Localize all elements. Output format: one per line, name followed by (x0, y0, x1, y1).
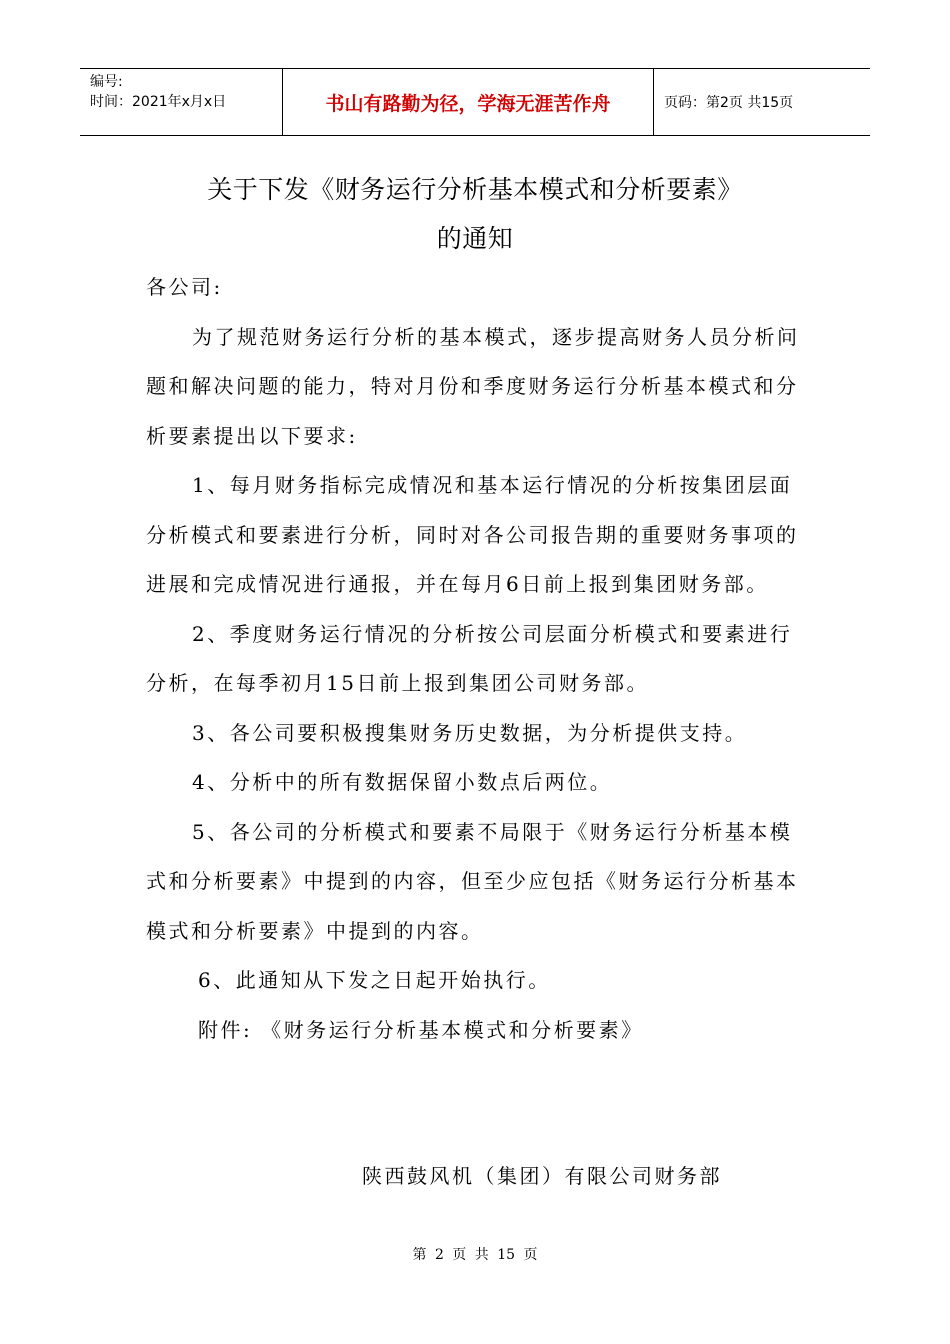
item-3: 3、各公司要积极搜集财务历史数据，为分析提供支持。 (192, 720, 748, 745)
page-footer: 第 2 页 共 15 页 (412, 1247, 538, 1263)
item-1: 1、每月财务指标完成情况和基本运行情况的分析按集团层面分析模式和要素进行分析，同时对各公司报告期的重要财务事项的进展和完成情况进行通报，并在每月6日前上报到集团财务部。 (146, 473, 799, 596)
motto: 书山有路勤为径，学海无涯苦作舟 (282, 69, 654, 135)
header-left (80, 69, 282, 135)
number-label: 编号: (90, 74, 123, 90)
item-5: 5、各公司的分析模式和要素不局限于《财务运行分析基本模式和分析要素》中提到的内容，但至少应包括《财务运行分析基本模式和分析要素》中提到的内容。 (146, 819, 799, 943)
item-4: 4、分析中的所有数据保留小数点后两位。 (192, 770, 613, 794)
page-header (80, 68, 870, 136)
document-body (146, 263, 806, 1055)
salutation: 各公司: (146, 275, 223, 299)
document-title-line1: 关于下发《财务运行分析基本模式和分析要素》 (207, 175, 743, 204)
item-2: 2、季度财务运行情况的分析按公司层面分析模式和要素进行分析，在每季初月15日前上报到集团公司财务部。 (146, 621, 793, 695)
intro-paragraph: 为了规范财务运行分析的基本模式，逐步提高财务人员分析问题和解决问题的能力，特对月份和季度财务运行分析基本模式和分析要素提出以下要求: (146, 324, 800, 448)
attachment: 附件: 《财务运行分析基本模式和分析要素》 (198, 1017, 644, 1042)
time-label: 时间：2021年x月x日 (90, 94, 227, 110)
item-6: 6、此通知从下发之日起开始执行。 (198, 968, 551, 992)
page-info: 页码：第2页 共15页 (664, 95, 794, 111)
signature: 陕西鼓风机（集团）有限公司财务部 (362, 1164, 722, 1188)
document-title-line2: 的通知 (436, 224, 514, 253)
